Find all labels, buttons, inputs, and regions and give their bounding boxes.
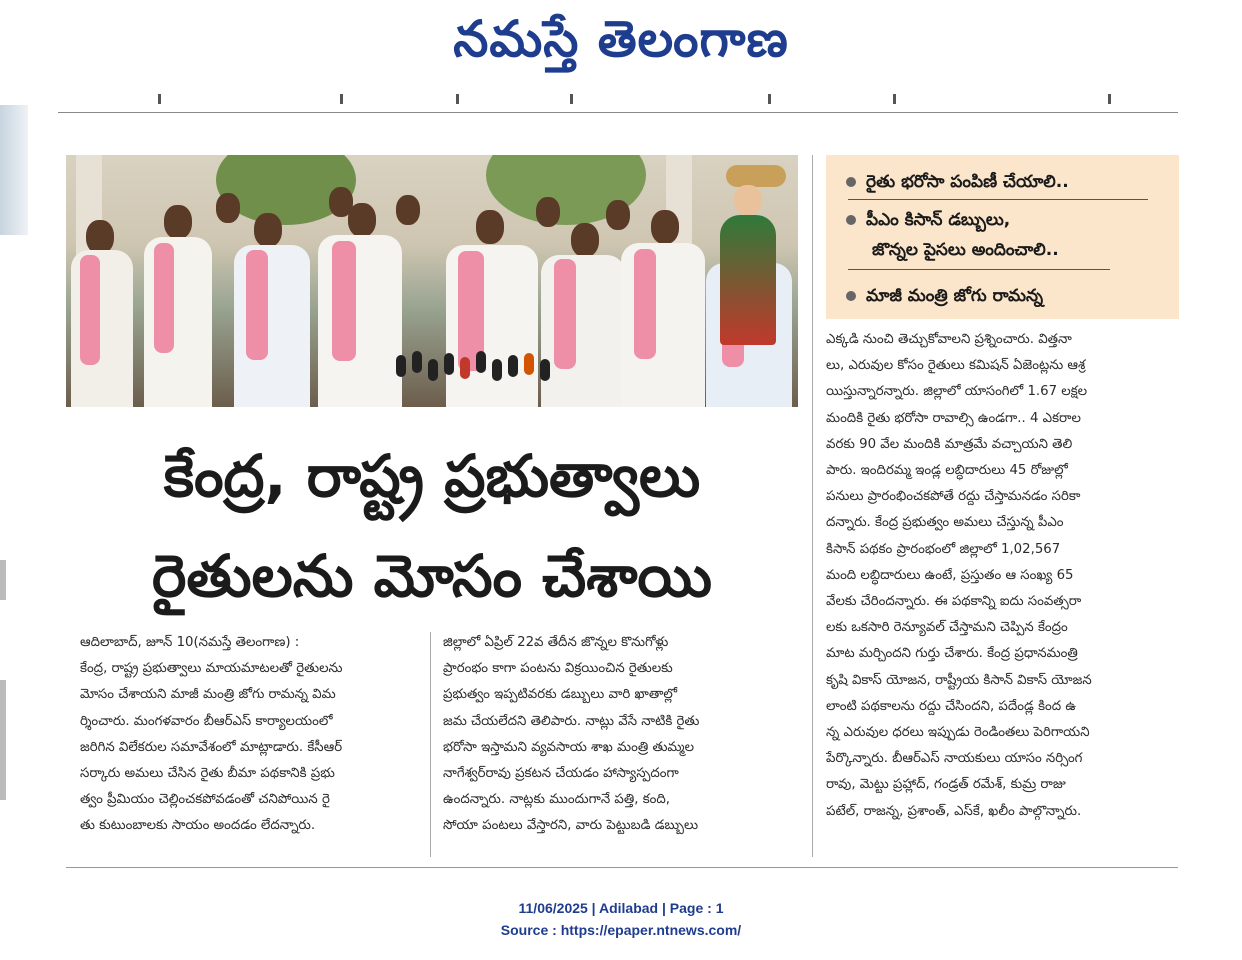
left-edge-mark <box>0 680 6 800</box>
highlight-item-continued: జొన్నల పైసలు అందించాలి.. <box>872 240 1059 260</box>
bullet-icon <box>846 177 856 187</box>
article-line: ఎక్కడి నుంచి తెచ్చుకోవాలని ప్రశ్నించారు. విత్తనా <box>826 332 1072 347</box>
article-line: న్న ఎరువుల ధరలు ఇప్పుడు రెండింతలు పెరిగాయని <box>826 725 1090 741</box>
article-line: పేర్కొన్నారు. బీఆర్ఎస్ నాయకులు యాసం నర్సింగ <box>826 751 1083 767</box>
highlight-item: పీఎం కిసాన్ డబ్బులు, <box>846 207 1010 233</box>
article-line: పారు. ఇందిరమ్మ ఇండ్ల లబ్ధిదారులు 45 రోజుల్లో <box>826 463 1068 479</box>
article-line: మోసం చేశాయని మాజీ మంత్రి జోగు రామన్న విమ <box>80 687 336 703</box>
article-line: పటేల్, రాజన్న, ప్రశాంత్, ఎస్‌కే, ఖలీం పాల్గొన్నారు. <box>826 803 1082 819</box>
article-line: యిస్తున్నారన్నారు. జిల్లాలో యాసంగిలో 1.67 లక్షల <box>826 384 1088 400</box>
footer-source-link[interactable]: Source : https://epaper.ntnews.com/ <box>500 922 742 938</box>
article-line: ఆదిలాబాద్, జూన్ 10(నమస్తే తెలంగాణ) : <box>80 635 300 650</box>
headline-line-1: కేంద్ర, రాష్ట్ర ప్రభుత్వాలు <box>163 442 701 510</box>
article-line: కృషి వికాస్ యోజన, రాష్ట్రీయ కిసాన్ వికాస్ యోజన <box>826 672 1092 688</box>
article-column-3 <box>826 327 1180 825</box>
statue <box>706 165 786 345</box>
article-line: సోయా పంటలు వేస్తారని, వారు పెట్టుబడి డబ్బులు <box>443 818 699 834</box>
article-line: సర్కారు అమలు చేసిన రైతు బీమా పథకానికి ప్రభు <box>80 766 335 782</box>
article-line: మందికి రైతు భరోసా రావాల్సి ఉండగా.. 4 ఎకరాల <box>826 410 1081 426</box>
article-column-2 <box>443 630 798 840</box>
article-line: దన్నారు. కేంద్ర ప్రభుత్వం అమలు చేస్తున్న పీఎం <box>826 515 1064 531</box>
column-divider <box>812 155 813 857</box>
press-meet-photo <box>66 155 798 407</box>
article-line: వరకు 90 వేల మందికి మాత్రమే వచ్చాయని తెలి <box>826 436 1073 452</box>
article-line: లకు ఒకసారి రెన్యూవల్ చేస్తామని చెప్పిన కేంద్రం <box>826 620 1068 636</box>
article-line: భరోసా ఇస్తామని వ్యవసాయ శాఖ మంత్రి తుమ్మల <box>443 739 695 755</box>
column-divider <box>430 632 431 857</box>
left-edge-fragment <box>0 105 28 235</box>
article-line: కేంద్ర, రాష్ట్ర ప్రభుత్వాలు మాయమాటలతో రైతులను <box>80 661 343 677</box>
article-line: ప్రారంభం కాగా పంటను విక్రయించిన రైతులకు <box>443 661 673 677</box>
article-line: లాంటి పథకాలను రద్దు చేసిందని, పదేండ్ల కింద ఉ <box>826 698 1076 714</box>
article-line: మాట మర్చిందని గుర్తు చేశారు. కేంద్ర ప్రధానమంత్రి <box>826 646 1078 662</box>
article-line: జమ చేయలేదని తెలిపారు. నాట్లు వేసే నాటికి రైతు <box>443 713 700 729</box>
article-line: కిసాన్ పథకం ప్రారంభంలో జిల్లాలో 1,02,567 <box>826 541 1061 557</box>
article-line: జిల్లాలో ఏప్రిల్ 22వ తేదీన జొన్నల కొనుగోళ్లు <box>443 635 669 650</box>
article-line: లు, ఎరువుల కోసం రైతులు కమిషన్ ఏజెంట్లను ఆశ్ర <box>826 358 1086 374</box>
divider <box>848 269 1110 270</box>
article-column-1 <box>80 630 420 840</box>
article-line: వేలకు చేరిందన్నారు. ఈ పథకాన్ని ఐదు సంవత్సరా <box>826 594 1082 610</box>
bullet-icon <box>846 291 856 301</box>
article-line: ర్శించారు. మంగళవారం బీఆర్ఎస్ కార్యాలయంలో <box>80 713 333 729</box>
footer-date-edition: 11/06/2025 | Adilabad | Page : 1 <box>518 900 724 916</box>
article-line: త్వం ప్రీమియం చెల్లించకపోవడంతో చనిపోయిన రై <box>80 792 330 808</box>
article-line: పనులు ప్రారంభించకపోతే రద్దు చేస్తామనడం సరికా <box>826 489 1081 505</box>
bullet-icon <box>846 215 856 225</box>
headline-line-2: రైతులను మోసం చేశాయి <box>151 542 712 610</box>
article-line: జరిగిన విలేకరుల సమావేశంలో మాట్లాడారు. కేసీఆర్ <box>80 739 343 755</box>
top-cropped-text-strip <box>58 88 1178 113</box>
article-line: తు కుటుంబాలకు సాయం అందడం లేదన్నారు. <box>80 818 316 834</box>
article-line: ప్రభుత్వం ఇప్పటివరకు డబ్బులు వారి ఖాతాల్లో <box>443 687 678 703</box>
article-line: నాగేశ్వర్‌రావు ప్రకటన చేయడం హాస్యాస్పదంగా <box>443 766 679 782</box>
highlights-box <box>826 155 1179 319</box>
article-line: ఉందన్నారు. నాట్లకు ముందుగానే పత్తి, కంది, <box>443 792 671 808</box>
left-edge-mark <box>0 560 6 600</box>
highlight-item: మాజీ మంత్రి జోగు రామన్న <box>846 283 1043 309</box>
highlight-item: రైతు భరోసా పంపిణీ చేయాలి.. <box>846 169 1069 195</box>
newspaper-masthead: నమస్తే తెలంగాణ <box>453 10 789 68</box>
divider <box>848 199 1148 200</box>
article-line: రావు, మెట్టు ప్రహ్లాద్, గండ్రత్ రమేశ్, కుమ్ర రాజు <box>826 777 1066 793</box>
article-line: మంది లబ్ధిదారులు ఉంటే, ప్రస్తుతం ఆ సంఖ్య 65 <box>826 567 1074 583</box>
bottom-rule <box>66 867 1178 868</box>
